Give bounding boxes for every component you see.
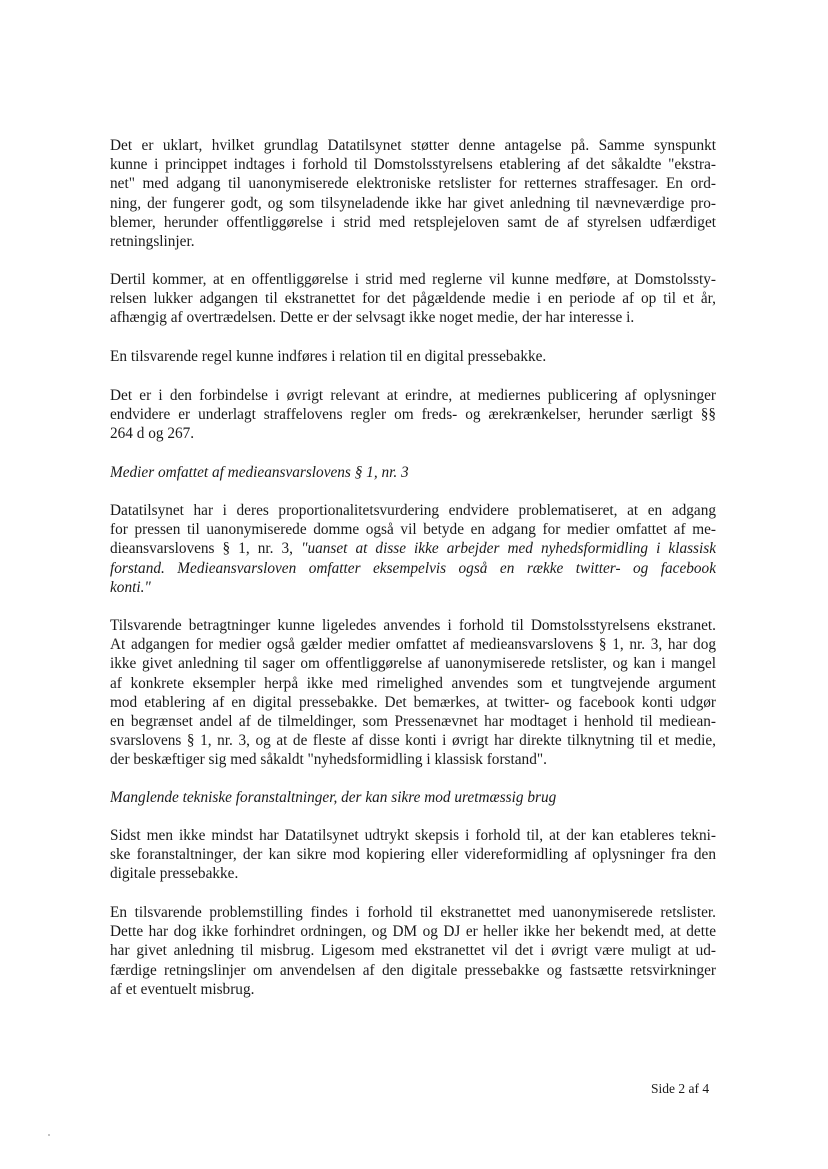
paragraph-4 xyxy=(110,386,716,444)
text-line: retningslinjer. xyxy=(110,232,195,250)
text-line: Det er uklart, hvilket grundlag Datatilsynet støtter denne antagelse på. Samme synspunkt xyxy=(110,137,716,154)
text-line: digitale pressebakke. xyxy=(110,865,239,883)
text-line: blemer, herunder offentliggørelse i strid med retsplejeloven samt de af styrelsen udfærdiget xyxy=(110,213,716,231)
text-line: En tilsvarende regel kunne indføres i relation til en digital pressebakke. xyxy=(110,348,547,365)
text-line: ning, der fungerer godt, og som tilsyneladende ikke har givet anledning til nævneværdige pro- xyxy=(110,194,716,212)
text-line: færdige retningslinjer om anvendelsen af den digitale pressebakke og fastsætte retsvirkninger xyxy=(110,961,716,979)
quote-line: forstand. Medieansvarsloven omfatter eksempelvis også en række twitter- og facebook xyxy=(110,559,716,577)
text-line: At adgangen for medier også gælder medier omfattet af medieansvarslovens § 1, nr. 3, har dog xyxy=(110,636,716,654)
scan-speck xyxy=(48,1134,50,1136)
text-line: Det er i den forbindelse i øvrigt relevant at erindre, at mediernes publicering af oplysninger xyxy=(110,387,716,404)
text-line: for pressen til uanonymiserede domme også vil betyde en adgang for medier omfattet af me- xyxy=(110,521,716,539)
page-number: Side 2 af 4 xyxy=(651,1081,710,1096)
text-line: Dertil kommer, at en offentliggørelse i strid med reglerne vil kunne medføre, at Domstolssty- xyxy=(110,271,716,288)
text-plain: dieansvarslovens § 1, nr. 3, xyxy=(110,540,302,558)
quote-line: konti." xyxy=(110,578,151,596)
text-line: En tilsvarende problemstilling findes i forhold til ekstranettet med uanonymiserede retslister. xyxy=(110,904,716,921)
text-line: der beskæftiger sig med såkaldt "nyhedsformidling i klassisk forstand". xyxy=(110,751,547,769)
paragraph-6 xyxy=(110,616,716,770)
text-line: svarslovens § 1, nr. 3, og at de fleste af disse konti i øvrigt har direkte tilknytning til et medie, xyxy=(110,732,716,750)
text-line: endvidere er underlagt straffelovens regler om freds- og ærekrænkelser, herunder særligt §§ xyxy=(110,406,716,424)
text-line: en begrænset andel af de tilmeldinger, som Pressenævnet har modtaget i henhold til mediean- xyxy=(110,712,716,730)
paragraph-2 xyxy=(110,270,716,328)
paragraph-8 xyxy=(110,903,716,999)
text-line xyxy=(110,539,716,558)
text-line: kunne i princippet indtages i forhold til Domstolsstyrelsens etablering af det såkaldte "ekstra- xyxy=(110,156,716,174)
section-heading-manglende xyxy=(110,788,716,807)
text-line: af konkrete eksempler herpå ikke med rimelighed anvendes som et tungtvejende argument xyxy=(110,674,716,692)
paragraph-3 xyxy=(110,347,716,366)
text-line: Tilsvarende betragtninger kunne ligeledes anvendes i forhold til Domstolsstyrelsens ekstranet. xyxy=(110,617,716,634)
text-line: ikke givet anledning til sager om offentliggørelse af uanonymiserede retslister, og kan i mangel xyxy=(110,655,716,673)
paragraph-1 xyxy=(110,136,716,251)
heading-text: Medier omfattet af medieansvarslovens § 1, nr. 3 xyxy=(110,464,409,481)
text-line: 264 d og 267. xyxy=(110,425,195,443)
heading-text: Manglende tekniske foranstaltninger, der kan sikre mod uretmæssig brug xyxy=(110,789,557,806)
text-line: Dette har dog ikke forhindret ordningen, og DM og DJ er heller ikke her bekendt med, at dette xyxy=(110,923,716,941)
paragraph-5 xyxy=(110,501,716,597)
text-line: Datatilsynet har i deres proportionalitetsvurdering endvidere problematiseret, at en adgang xyxy=(110,502,716,519)
quote-text: "uanset at disse ikke arbejder med nyhedsformidling i klassisk xyxy=(301,540,716,558)
section-heading-medier xyxy=(110,463,716,482)
text-line: relsen lukker adgangen til ekstranettet for det pågældende medie i en periode af op til et år, xyxy=(110,290,716,308)
text-line: net" med adgang til uanonymiserede elektroniske retslister for retternes straffesager. En ord- xyxy=(110,175,716,193)
text-line: mod etablering af en digital pressebakke. Det bemærkes, at twitter- og facebook konti udgør xyxy=(110,693,716,711)
text-line: afhængig af overtrædelsen. Dette er der selvsagt ikke noget medie, der har interesse i. xyxy=(110,309,635,327)
text-line: af et eventuelt misbrug. xyxy=(110,980,255,998)
text-line: har givet anledning til misbrug. Ligesom med ekstranettet vil det i øvrigt være muligt at ud- xyxy=(110,942,716,960)
text-line: Sidst men ikke mindst har Datatilsynet udtrykt skepsis i forhold til, at der kan etableres tekni- xyxy=(110,827,716,844)
paragraph-7 xyxy=(110,826,716,884)
text-line: ske foranstaltninger, der kan sikre mod kopiering eller videreformidling af oplysninger fra den xyxy=(110,846,716,864)
